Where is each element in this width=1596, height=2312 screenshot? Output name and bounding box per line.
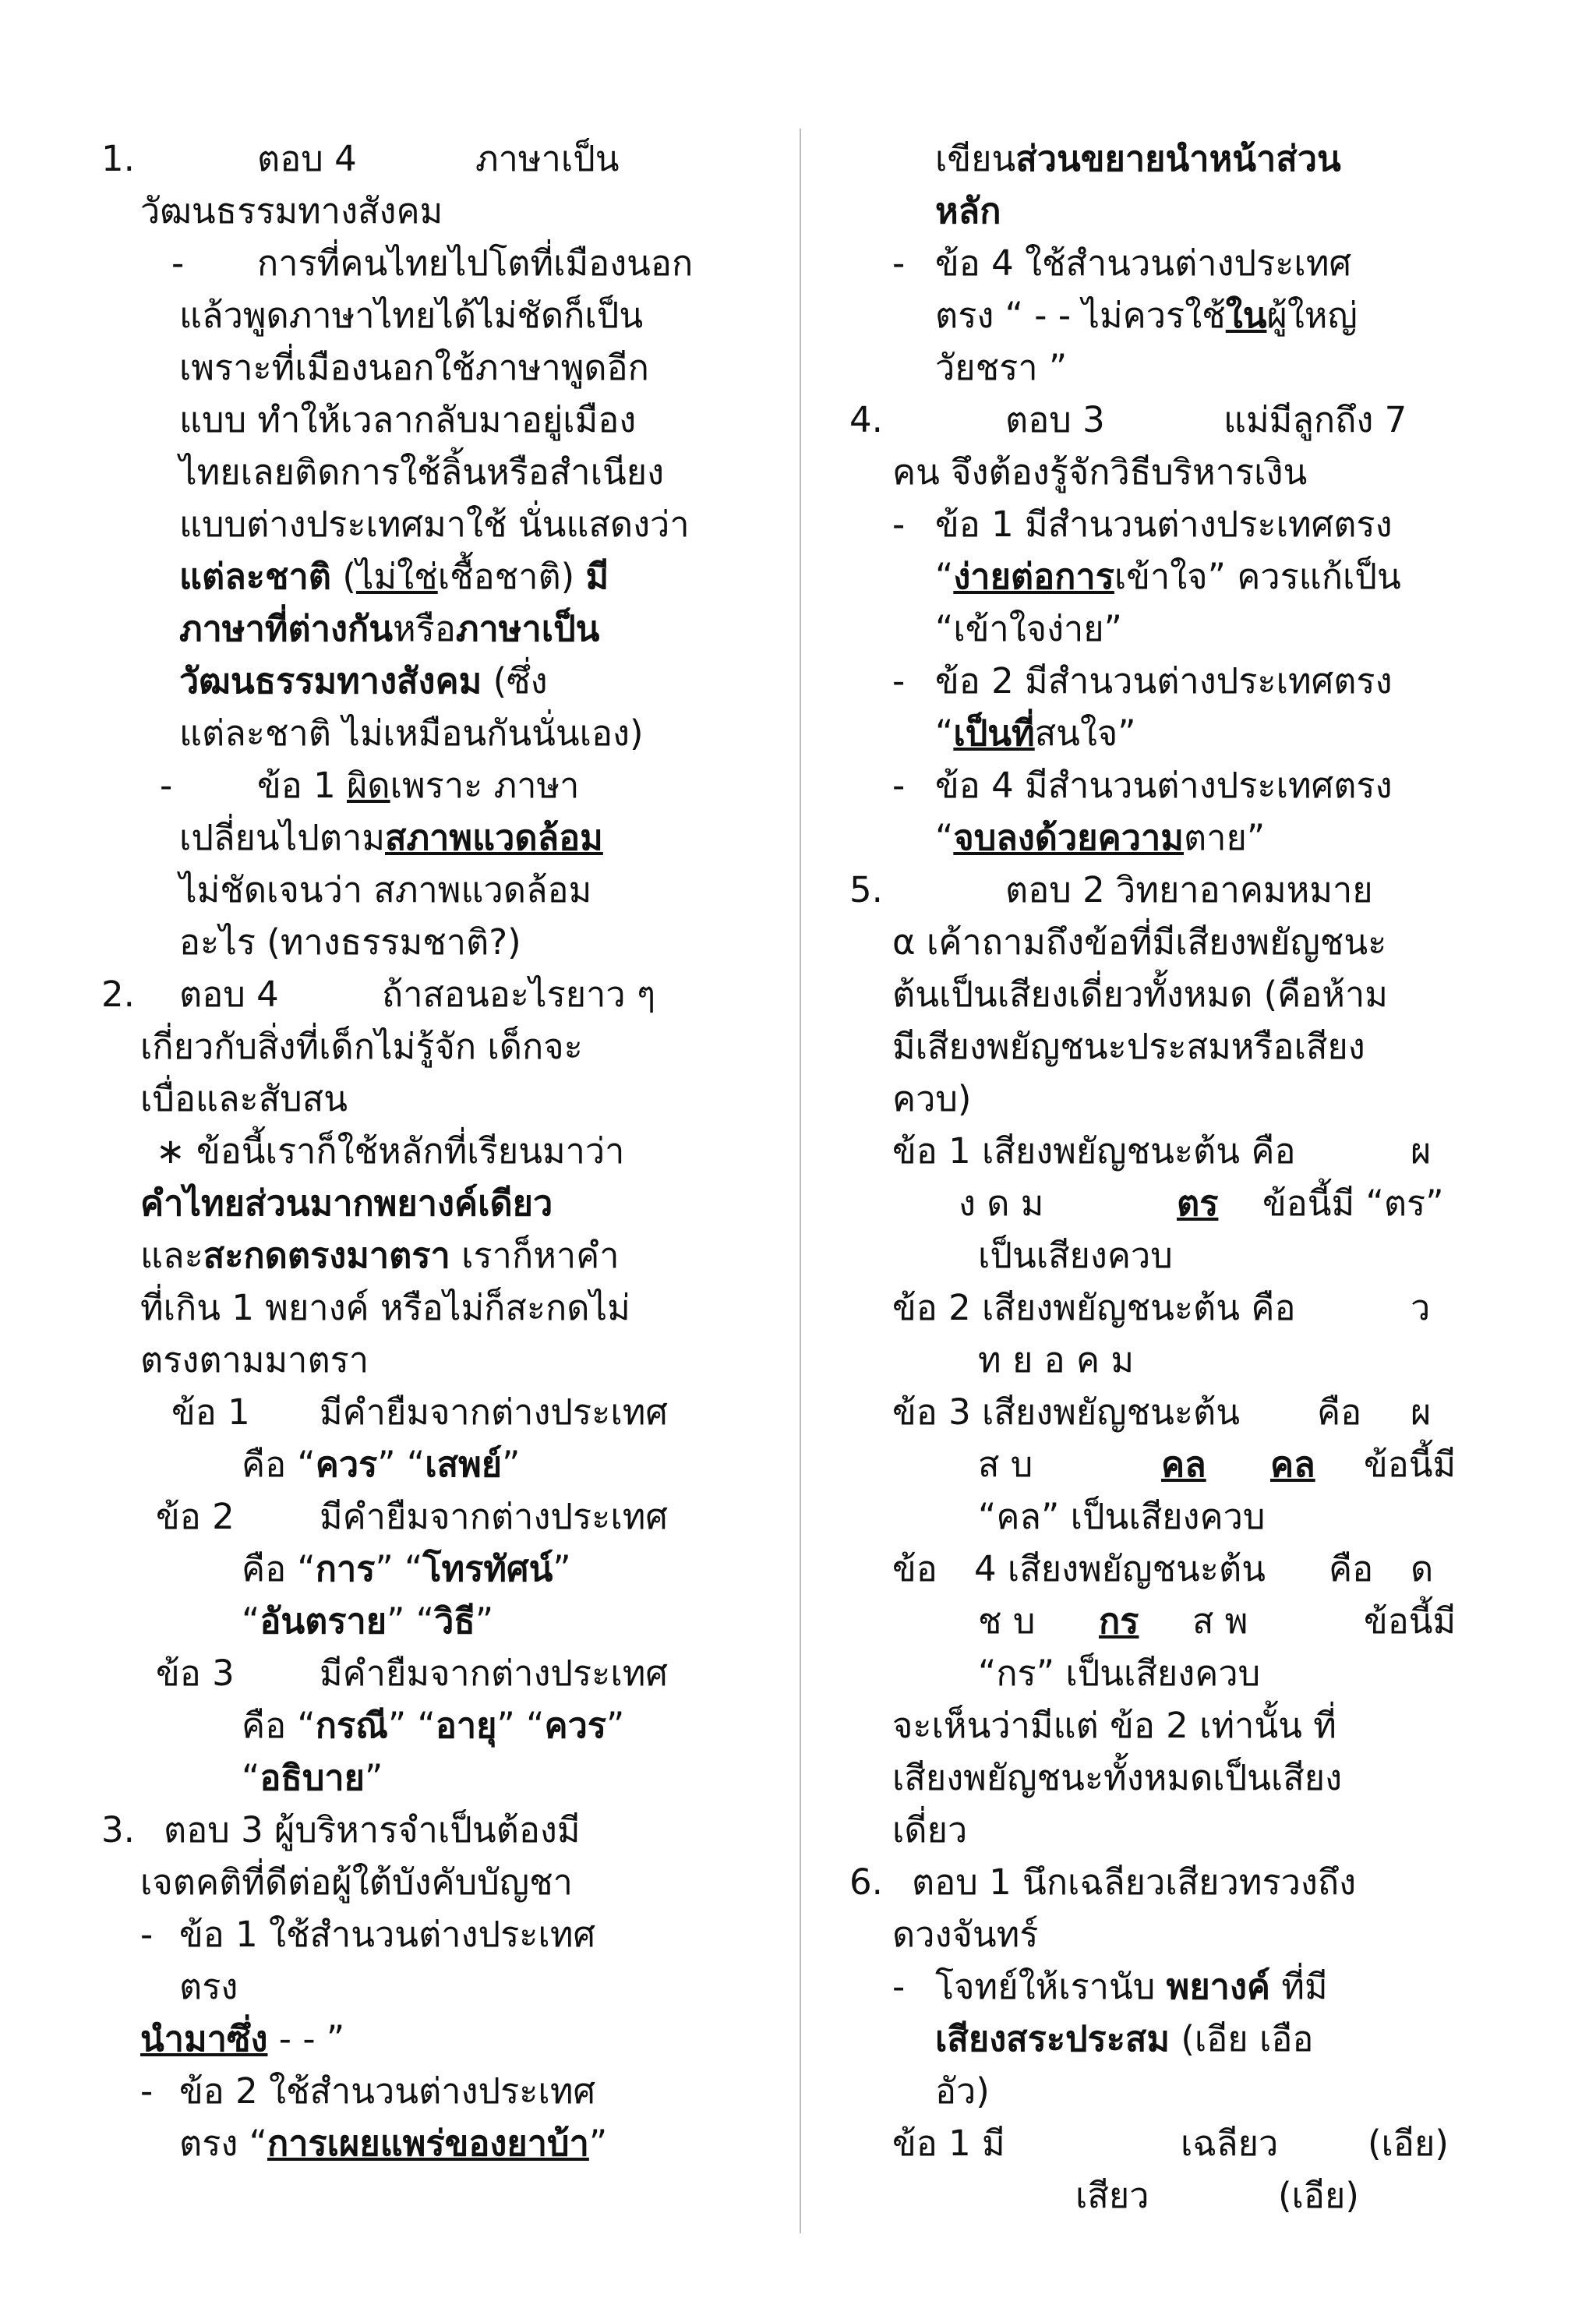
text-line: เสียงพยัญชนะทั้งหมดเป็นเสียง (892, 1757, 1343, 1798)
text-line: จะเห็นว่ามีแต่ ข้อ 2 เท่านั้น ที่ (892, 1705, 1336, 1746)
item-6-heading: 6. ตอบ 1 นึกเฉลียวเสียวทรวงถึง (849, 1861, 1357, 1903)
text-line: คือ “กรณี” “อายุ” “ควร” (242, 1705, 625, 1746)
bullet-line: - ข้อ 4 มีสำนวนต่างประเทศตรง (892, 765, 1393, 806)
choice-line: ส บ คล คล ข้อนี้มี (978, 1444, 1457, 1485)
bullet-line: - ข้อ 4 ใช้สำนวนต่างประเทศ (892, 242, 1352, 284)
item-5-heading: 5. ตอบ 2 วิทยาอาคมหมาย (849, 869, 1373, 910)
text-line: ตรงตามมาตรา (140, 1339, 369, 1380)
choice-line: ข้อ 1 มีคำยืมจากต่างประเทศ (171, 1391, 668, 1433)
bullet-line: - การที่คนไทยไปโตที่เมืองนอก (171, 242, 694, 284)
text-line: ตรง “การเผยแพร่ของยาบ้า” (179, 2123, 608, 2164)
column-divider (800, 129, 801, 2233)
text-line: เดี่ยว (892, 1809, 968, 1851)
choice-line: เสียว (เอีย) (1075, 2175, 1359, 2216)
bullet-line: - ข้อ 2 มีสำนวนต่างประเทศตรง (892, 660, 1393, 702)
choice-line: ข้อ 2 เสียงพยัญชนะต้น คือ ว (892, 1287, 1431, 1328)
text-line: ภาษาที่ต่างกันหรือภาษาเป็น (179, 608, 600, 649)
text-line: เจตคติที่ดีต่อผู้ใต้บังคับบัญชา (140, 1861, 573, 1903)
text-line: เบื่อและสับสน (140, 1078, 348, 1119)
text-line: “อธิบาย” (242, 1757, 383, 1798)
text-line: คือ “การ” “โทรทัศน์” (242, 1548, 571, 1589)
text-line: แบบ ทำให้เวลากลับมาอยู่เมือง (179, 399, 637, 440)
choice-line: ข้อ 3 มีคำยืมจากต่างประเทศ (156, 1653, 668, 1694)
item-4-heading: 4. ตอบ 3 แม่มีลูกถึง 7 (849, 399, 1407, 440)
choice-line: ข้อ 1 เสียงพยัญชนะต้น คือ ผ (892, 1130, 1432, 1172)
text-line: α เค้าถามถึงข้อที่มีเสียงพยัญชนะ (892, 921, 1387, 963)
text-line: วัฒนธรรมทางสังคม (ซึ่ง (179, 660, 548, 702)
text-line: แล้วพูดภาษาไทยได้ไม่ชัดก็เป็น (179, 295, 644, 336)
text-line: ไม่ชัดเจนว่า สภาพแวดล้อม (179, 869, 592, 910)
text-line: วัฒนธรรมทางสังคม (140, 190, 443, 232)
text-line: ไทยเลยติดการใช้ลิ้นหรือสำเนียง (179, 451, 665, 493)
text-line: นำมาซึ่ง - - ” (140, 2018, 345, 2059)
text-line: คือ “ควร” “เสพย์” (242, 1444, 521, 1485)
bullet-line: - ข้อ 1 ใช้สำนวนต่างประเทศ (140, 1914, 596, 1955)
text-line: ที่เกิน 1 พยางค์ หรือไม่ก็สะกดไม่ (140, 1287, 630, 1328)
item-3-heading: 3. ตอบ 3 ผู้บริหารจำเป็นต้องมี (101, 1809, 581, 1851)
text-line: หลัก (935, 190, 1001, 232)
text-line: “กร” เป็นเสียงควบ (978, 1653, 1261, 1694)
choice-line: ข้อ 2 มีคำยืมจากต่างประเทศ (156, 1496, 668, 1537)
text-line: วัยชรา ” (935, 347, 1068, 388)
bullet-line: - ข้อ 1 มีสำนวนต่างประเทศตรง (892, 504, 1393, 545)
text-line: “คล” เป็นเสียงควบ (978, 1496, 1266, 1537)
text-line: เพราะที่เมืองนอกใช้ภาษาพูดอีก (179, 347, 649, 388)
text-line: แบบต่างประเทศมาใช้ นั่นแสดงว่า (179, 504, 690, 545)
text-line: เปลี่ยนไปตามสภาพแวดล้อม (179, 817, 603, 858)
text-line: ควบ) (892, 1078, 972, 1119)
text-line: ดวงจันทร์ (892, 1914, 1039, 1955)
choice-line: ข้อ 4 เสียงพยัญชนะต้น คือ ด (892, 1548, 1434, 1589)
text-line: เกี่ยวกับสิ่งที่เด็กไม่รู้จัก เด็กจะ (140, 1026, 583, 1067)
text-line: เสียงสระประสม (เอีย เอือ (935, 2018, 1314, 2059)
left-column (101, 133, 787, 2169)
text-line: อะไร (ทางธรรมชาติ?) (179, 921, 521, 963)
text-line: “อันตราย” “วิธี” (242, 1600, 494, 1642)
text-line: คน จึงต้องรู้จักวิธีบริหารเงิน (892, 451, 1308, 493)
item-1-heading: 1. ตอบ 4 ภาษาเป็น (101, 138, 620, 179)
choice-line: ช บ กร ส พ ข้อนี้มี (978, 1600, 1457, 1642)
text-line: อัว) (935, 2070, 990, 2112)
text-line: เขียนส่วนขยายนำหน้าส่วน (935, 138, 1341, 179)
text-line: ตรง (179, 1966, 238, 2007)
text-line: มีเสียงพยัญชนะประสมหรือเสียง (892, 1026, 1365, 1067)
text-line: “เข้าใจง่าย” (935, 608, 1122, 649)
text-line: เป็นเสียงควบ (978, 1235, 1173, 1276)
text-line: แต่ละชาติ ไม่เหมือนกันนั่นเอง) (179, 712, 644, 754)
text-line: ต้นเป็นเสียงเดี่ยวทั้งหมด (คือห้าม (892, 974, 1388, 1015)
choice-line: ข้อ 1 มี เฉลียว (เอีย) (892, 2123, 1449, 2164)
text-line: คำไทยส่วนมากพยางค์เดียว (140, 1183, 553, 1224)
choice-line: ข้อ 3 เสียงพยัญชนะต้น คือ ผ (892, 1391, 1432, 1433)
text-line: ตรง “ - - ไม่ควรใช้ในผู้ใหญ่ (935, 295, 1358, 336)
text-line: แต่ละชาติ (ไม่ใช่เชื้อชาติ) มี (179, 556, 609, 597)
text-line: “เป็นที่สนใจ” (935, 712, 1136, 754)
text-line: “ง่ายต่อการเข้าใจ” ควรแก้เป็น (935, 556, 1401, 597)
item-2-heading: 2. ตอบ 4 ถ้าสอนอะไรยาว ๆ (101, 974, 656, 1015)
text-line: และสะกดตรงมาตรา เราก็หาคำ (140, 1235, 620, 1276)
note-line: ∗ ข้อนี้เราก็ใช้หลักที่เรียนมาว่า (156, 1130, 625, 1172)
bullet-line: - ข้อ 1 ผิดเพราะ ภาษา (160, 765, 580, 806)
text-line: “จบลงด้วยความตาย” (935, 817, 1266, 858)
choice-line: ง ด ม ตร ข้อนี้มี “ตร” (959, 1183, 1444, 1224)
right-column (849, 133, 1551, 2222)
bullet-line: - ข้อ 2 ใช้สำนวนต่างประเทศ (140, 2070, 596, 2112)
text-line: ท ย อ ค ม (978, 1339, 1135, 1380)
bullet-line: - โจทย์ให้เรานับ พยางค์ ที่มี (892, 1966, 1328, 2007)
